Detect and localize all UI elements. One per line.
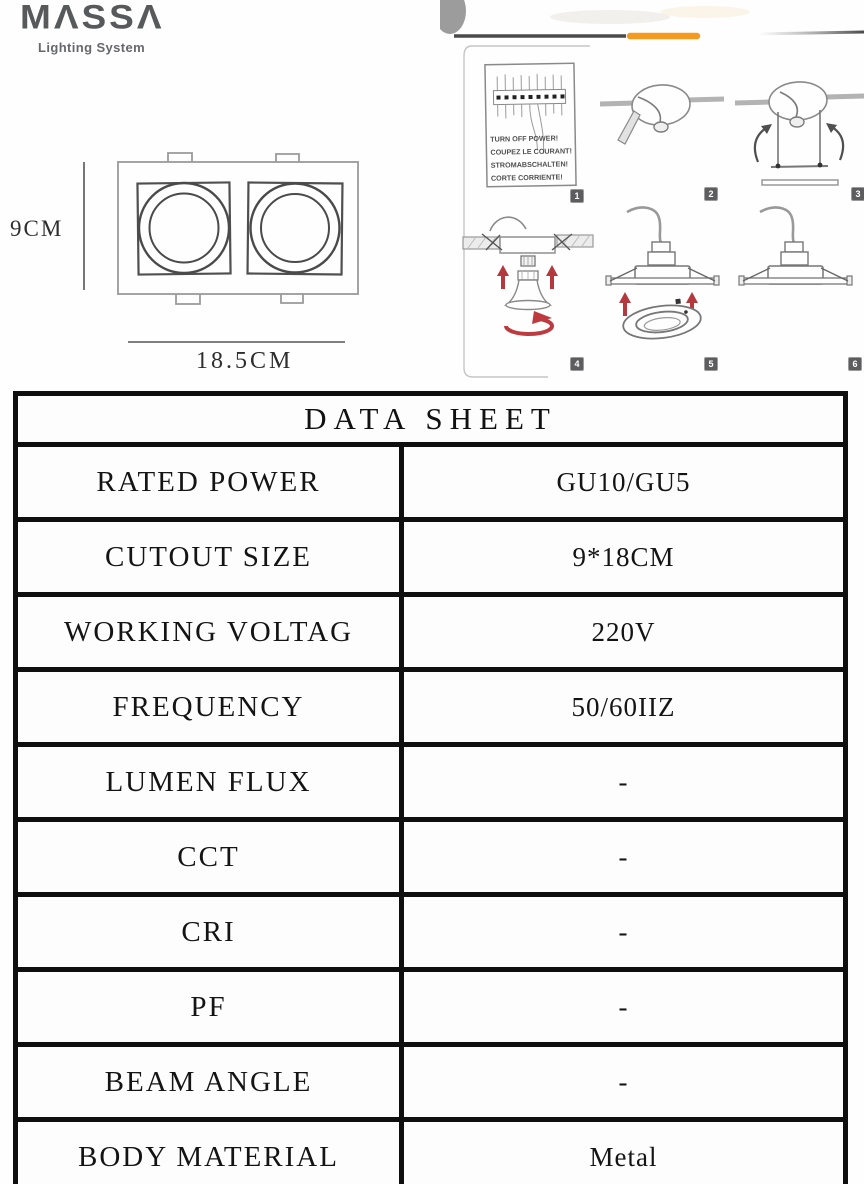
step-5-diagram [606, 207, 719, 342]
spec-label: LUMEN FLUX [16, 745, 402, 820]
brand-subtitle: Lighting System [38, 40, 146, 55]
spec-label: CCT [16, 820, 402, 895]
step-1-badge: 1 [570, 189, 584, 203]
spec-label: CRI [16, 895, 402, 970]
spec-value: 220V [402, 595, 846, 670]
data-sheet-table [13, 391, 848, 1184]
table-row [16, 895, 846, 970]
table-row [16, 670, 846, 745]
height-dimension-label: 9CM [10, 216, 64, 241]
table-row [16, 745, 846, 820]
step-3-diagram [735, 80, 864, 185]
step-6-diagram [739, 207, 852, 285]
spec-label: PF [16, 970, 402, 1045]
spec-label: BEAM ANGLE [16, 1045, 402, 1120]
spec-value: GU10/GU5 [402, 445, 846, 520]
spec-value: 9*18CM [402, 520, 846, 595]
step-6-badge: 6 [848, 357, 862, 371]
step-4-diagram [463, 217, 593, 334]
warning-text-line: CORTE CORRIENTE! [490, 172, 563, 183]
faint-smudge [550, 10, 670, 24]
spec-label: WORKING VOLTAG [16, 595, 402, 670]
spec-label: RATED POWER [16, 445, 402, 520]
table-row [16, 1120, 846, 1184]
product-dimension-drawing [0, 140, 390, 385]
brand-name: MΛSSΛ [20, 0, 165, 36]
gu10-bulb [506, 271, 550, 310]
fixture-outline [118, 153, 358, 304]
gray-corner-blob [440, 0, 466, 34]
table-row [16, 595, 846, 670]
step-4-badge: 4 [570, 357, 584, 371]
warning-text-line: STROMABSCHALTEN! [490, 159, 569, 170]
data-sheet-title: DATA SHEET [16, 394, 846, 445]
table-row [16, 520, 846, 595]
installation-steps-panel [440, 0, 864, 385]
spec-value: - [402, 745, 846, 820]
spec-value: 50/60IIZ [402, 670, 846, 745]
warning-text-line: COUPEZ LE COURANT! [490, 146, 573, 157]
step-3-badge: 3 [851, 187, 864, 201]
step-1-diagram [485, 63, 576, 187]
faint-smudge [660, 6, 750, 18]
spec-value: - [402, 1045, 846, 1120]
warning-text-line: TURN OFF POWER! [490, 133, 559, 144]
step-2-badge: 2 [704, 187, 718, 201]
step-2-diagram [600, 83, 724, 144]
rotate-arrow [506, 311, 552, 334]
spec-label: BODY MATERIAL [16, 1120, 402, 1184]
spec-value: - [402, 895, 846, 970]
spec-value: - [402, 820, 846, 895]
table-row [16, 820, 846, 895]
spec-value: - [402, 970, 846, 1045]
spec-label: CUTOUT SIZE [16, 520, 402, 595]
step-5-badge: 5 [704, 357, 718, 371]
table-row [16, 970, 846, 1045]
table-header-row [16, 394, 846, 445]
top-rule-fade [758, 32, 864, 34]
brand-logo [20, 0, 165, 55]
table-row [16, 445, 846, 520]
table-row [16, 1045, 846, 1120]
width-dimension-label: 18.5CM [196, 348, 294, 374]
spec-value: Metal [402, 1120, 846, 1184]
spec-label: FREQUENCY [16, 670, 402, 745]
